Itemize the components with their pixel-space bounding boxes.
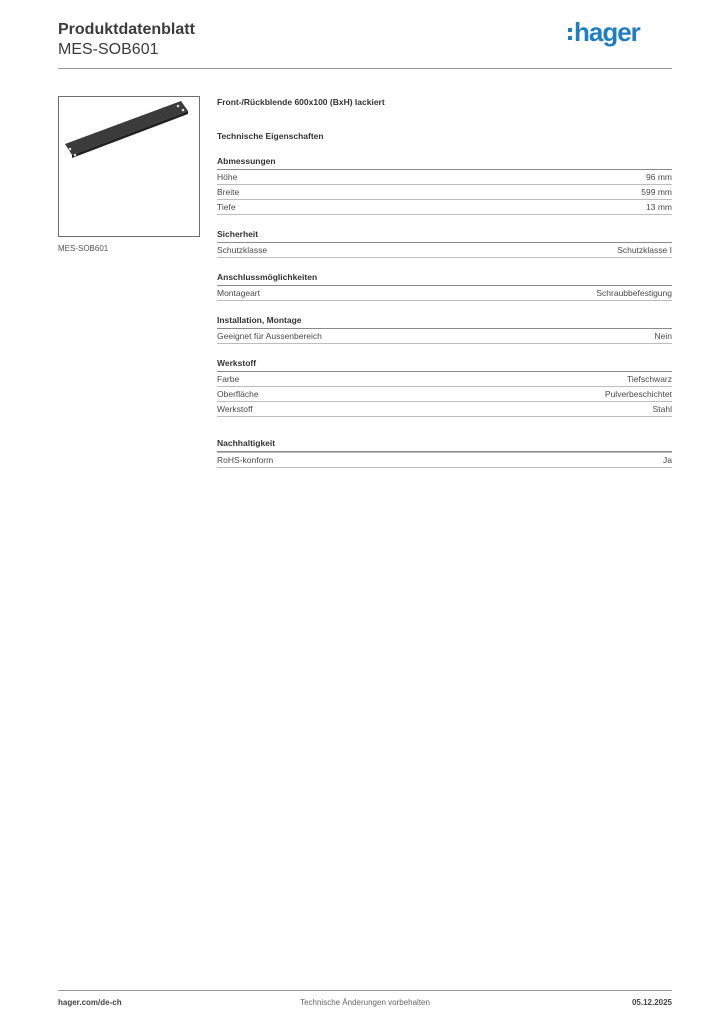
- property-label: Montageart: [217, 288, 260, 298]
- property-row: [217, 243, 672, 258]
- property-label: Geeignet für Aussenbereich: [217, 331, 322, 341]
- group-title: Anschlussmöglichkeiten: [217, 271, 672, 286]
- image-caption: MES-SOB601: [58, 244, 109, 253]
- property-row: [217, 452, 672, 468]
- property-value: 599 mm: [641, 187, 672, 197]
- property-label: Tiefe: [217, 202, 236, 212]
- product-title: Front-/Rückblende 600x100 (BxH) lackiert: [217, 97, 385, 107]
- property-value: Pulverbeschichtet: [604, 389, 672, 399]
- group-material: [217, 357, 672, 417]
- property-value: 13 mm: [646, 202, 672, 212]
- logo-text: hager: [574, 17, 640, 47]
- panel-illustration: [59, 97, 199, 236]
- property-label: Breite: [217, 187, 240, 197]
- property-row: [217, 286, 672, 301]
- footer-notice: Technische Änderungen vorbehalten: [300, 998, 430, 1007]
- property-value: Stahl: [652, 404, 672, 414]
- property-label: Farbe: [217, 374, 240, 384]
- property-row: [217, 185, 672, 200]
- hager-logo: [566, 14, 666, 50]
- properties-title: Technische Eigenschaften: [217, 131, 324, 141]
- document-type: Produktdatenblatt: [58, 21, 195, 38]
- specification: [217, 96, 672, 468]
- property-label: RoHS-konform: [217, 455, 274, 465]
- footer-website-link[interactable]: hager.com/de-ch: [58, 998, 122, 1007]
- group-connection: [217, 271, 672, 301]
- property-label: Werkstoff: [217, 404, 253, 414]
- property-label: Oberfläche: [217, 389, 259, 399]
- property-value: Ja: [663, 455, 672, 465]
- group-installation: [217, 314, 672, 344]
- group-title: Werkstoff: [217, 357, 672, 372]
- group-dimensions: [217, 155, 672, 215]
- property-value: Schraubbefestigung: [596, 288, 672, 298]
- group-title: Nachhaltigkeit: [217, 437, 672, 452]
- group-title: Sicherheit: [217, 228, 672, 243]
- group-title: Abmessungen: [217, 155, 672, 170]
- property-row: [217, 402, 672, 417]
- property-value: Schutzklasse I: [617, 245, 672, 255]
- group-title: Installation, Montage: [217, 314, 672, 329]
- logo-dot-top: [568, 28, 572, 32]
- header-divider: [58, 68, 672, 69]
- product-image: [58, 96, 200, 237]
- property-value: 96 mm: [646, 172, 672, 182]
- property-value: Nein: [654, 331, 672, 341]
- footer-date: 05.12.2025: [631, 998, 672, 1007]
- property-row: [217, 329, 672, 344]
- document-header: [58, 20, 195, 60]
- property-row: [217, 387, 672, 402]
- property-label: Schutzklasse: [217, 245, 268, 255]
- group-sustainability: [217, 437, 672, 468]
- property-row: [217, 170, 672, 185]
- document-id: MES-SOB601: [58, 41, 159, 58]
- group-safety: [217, 228, 672, 258]
- property-value: Tiefschwarz: [626, 374, 672, 384]
- property-row: [217, 200, 672, 215]
- footer-divider: [58, 990, 672, 991]
- logo-dot-bottom: [568, 36, 572, 40]
- property-label: Höhe: [217, 172, 238, 182]
- property-row: [217, 372, 672, 387]
